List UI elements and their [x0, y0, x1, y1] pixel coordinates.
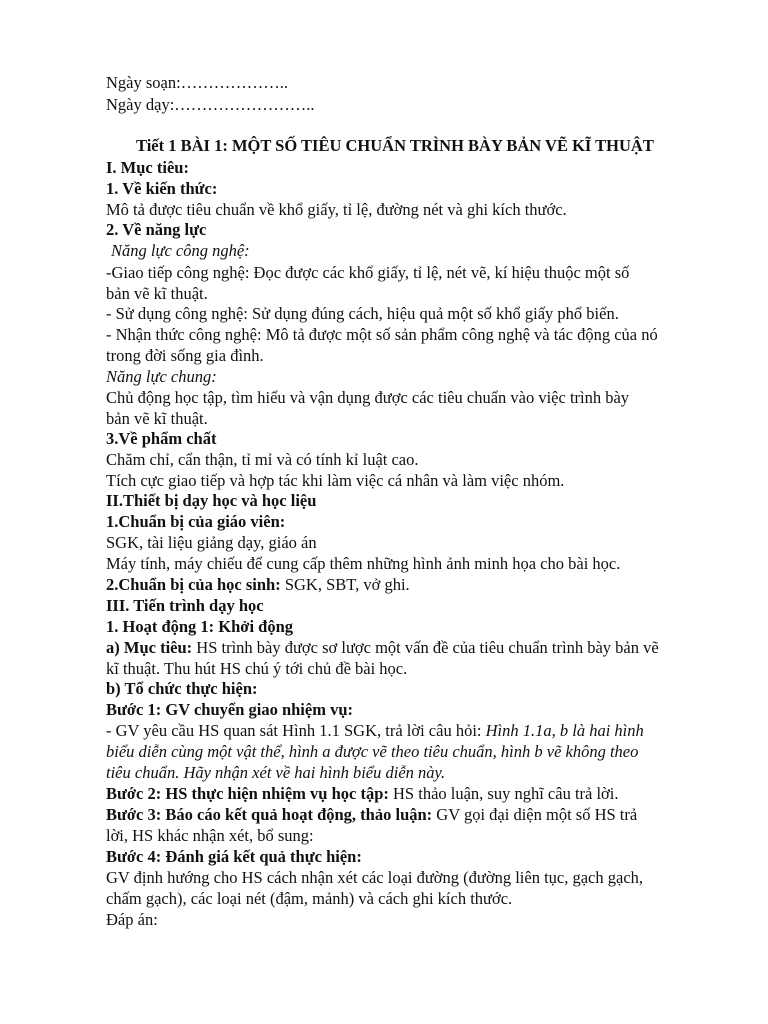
teach-date-line: Ngày dạy:…………………….. — [106, 95, 315, 114]
tech-awareness-line-1: - Nhận thức công nghệ: Mô tả được một số sản phẩm công nghệ và tác động của nó — [106, 325, 658, 344]
objectives-heading: I. Mục tiêu: — [106, 158, 189, 177]
equipment-heading: II.Thiết bị dạy học và học liệu — [106, 491, 317, 510]
student-prep-line — [106, 575, 410, 595]
step1-text: - GV yêu cầu HS quan sát Hình 1.1 SGK, trả lời câu hỏi: — [106, 721, 486, 740]
tech-communication-line-1: -Giao tiếp công nghệ: Đọc được các khổ giấy, tỉ lệ, nét vẽ, kí hiệu thuộc một số — [106, 263, 630, 282]
prep-date-line: Ngày soạn:……………….. — [106, 73, 288, 92]
general-competence-label: Năng lực chung: — [106, 367, 217, 386]
objective-label: a) Mục tiêu: — [106, 638, 193, 657]
process-heading: III. Tiến trình dạy học — [106, 596, 264, 615]
step2-text: HS thảo luận, suy nghĩ câu trả lời. — [388, 784, 619, 803]
answer-label: Đáp án: — [106, 910, 158, 929]
qualities-line-1: Chăm chỉ, cẩn thận, tỉ mỉ và có tính kỉ luật cao. — [106, 450, 419, 469]
qualities-line-2: Tích cực giao tiếp và hợp tác khi làm việc cá nhân và làm việc nhóm. — [106, 471, 565, 490]
step1-question-3: tiêu chuẩn. Hãy nhận xét về hai hình biểu diễn này. — [106, 763, 446, 782]
step3-label: Bước 3: Báo cáo kết quả hoạt động, thảo luận: — [106, 805, 433, 824]
step4-line-1: GV định hướng cho HS cách nhận xét các loại đường (đường liên tục, gạch gạch, — [106, 868, 644, 887]
qualities-heading: 3.Về phẩm chất — [106, 429, 217, 448]
knowledge-heading: 1. Về kiến thức: — [106, 179, 218, 198]
competence-heading: 2. Về năng lực — [106, 220, 207, 239]
teacher-prep-line-1: SGK, tài liệu giảng dạy, giáo án — [106, 533, 317, 552]
lesson-title: Tiết 1 BÀI 1: MỘT SỐ TIÊU CHUẨN TRÌNH BÀY BẢN VẼ KĨ THUẬT — [136, 136, 654, 155]
step2-line — [106, 784, 619, 804]
activity1-heading: 1. Hoạt động 1: Khởi động — [106, 617, 294, 636]
student-prep-text: SGK, SBT, vở ghi. — [280, 575, 410, 594]
tech-awareness-line-2: trong đời sống gia đình. — [106, 346, 264, 365]
step1-line-1 — [106, 721, 644, 741]
self-study-line-2: bản vẽ kĩ thuật. — [106, 409, 208, 428]
step3-line-1 — [106, 805, 637, 825]
step4-line-2: chấm gạch), các loại nét (đậm, mảnh) và cách ghi kích thước. — [106, 889, 513, 908]
tech-usage-line: - Sử dụng công nghệ: Sử dụng đúng cách, hiệu quả một số khổ giấy phổ biến. — [106, 304, 619, 323]
step4-heading: Bước 4: Đánh giá kết quả thực hiện: — [106, 847, 362, 866]
tech-competence-label: Năng lực công nghệ: — [111, 241, 250, 260]
step1-question-2: biểu diễn cùng một vật thể, hình a được vẽ theo tiêu chuẩn, hình b vẽ không theo — [106, 742, 639, 761]
step3-line-2: lời, HS khác nhận xét, bổ sung: — [106, 826, 314, 845]
knowledge-text: Mô tả được tiêu chuẩn về khổ giấy, tỉ lệ, đường nét và ghi kích thước. — [106, 200, 567, 219]
objective-text: HS trình bày được sơ lược một vấn đề của tiêu chuẩn trình bày bản vẽ — [192, 638, 659, 657]
step1-heading: Bước 1: GV chuyển giao nhiệm vụ: — [106, 700, 354, 719]
step3-text: GV gọi đại diện một số HS trả — [432, 805, 638, 824]
tech-communication-line-2: bản vẽ kĩ thuật. — [106, 284, 208, 303]
teacher-prep-line-2: Máy tính, máy chiếu để cung cấp thêm những hình ảnh minh họa cho bài học. — [106, 554, 621, 573]
activity1-objective-line-2: kĩ thuật. Thu hút HS chú ý tới chủ đề bài học. — [106, 659, 408, 678]
self-study-line-1: Chủ động học tập, tìm hiểu và vận dụng được các tiêu chuẩn vào việc trình bày — [106, 388, 630, 407]
step2-label: Bước 2: HS thực hiện nhiệm vụ học tập: — [106, 784, 389, 803]
teacher-prep-heading: 1.Chuẩn bị của giáo viên: — [106, 512, 286, 531]
student-prep-label: 2.Chuẩn bị của học sinh: — [106, 575, 281, 594]
step1-question-1: Hình 1.1a, b là hai hình — [485, 721, 644, 740]
organization-heading: b) Tổ chức thực hiện: — [106, 679, 258, 698]
activity1-objective-line-1 — [106, 638, 659, 658]
